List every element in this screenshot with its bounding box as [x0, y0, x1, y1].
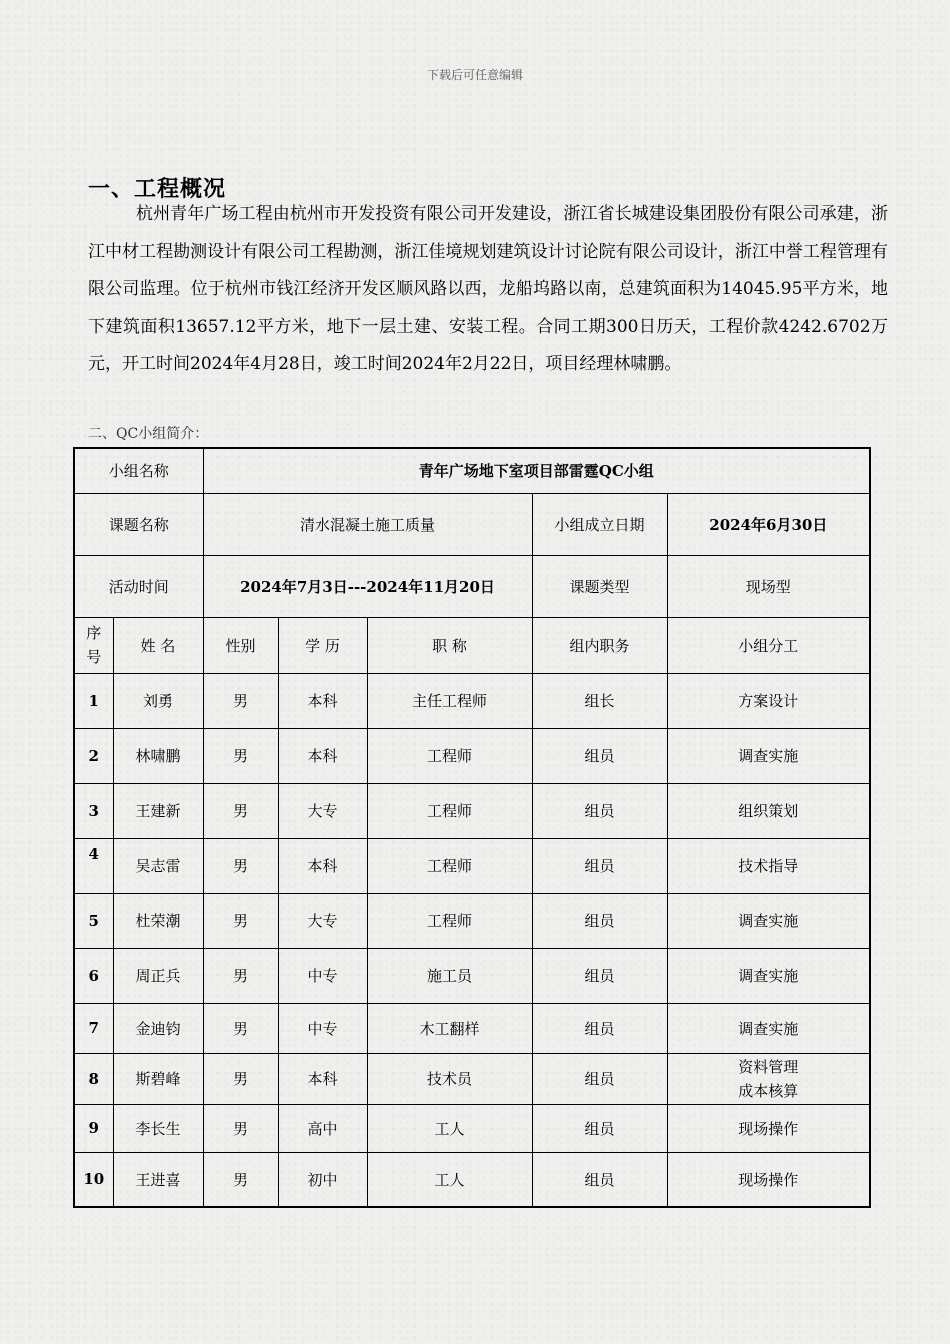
member-title: 技术员: [367, 1053, 532, 1104]
member-role: 组员: [532, 1053, 667, 1104]
type-label: 课题类型: [532, 555, 667, 617]
section-title-overview: 一、工程概况: [88, 176, 227, 202]
table-row: [74, 783, 870, 838]
member-duty: 调查实施: [667, 1003, 870, 1053]
table-row: [74, 673, 870, 728]
column-header-row: [74, 617, 870, 673]
member-role: 组员: [532, 1003, 667, 1053]
member-duty: 调查实施: [667, 948, 870, 1003]
member-role: 组员: [532, 783, 667, 838]
member-education: 中专: [278, 1003, 367, 1053]
member-title: 木工翻样: [367, 1003, 532, 1053]
table-row: [74, 893, 870, 948]
member-no: 4: [74, 838, 113, 893]
activity-label: 活动时间: [74, 555, 203, 617]
member-role: 组长: [532, 673, 667, 728]
member-role: 组员: [532, 893, 667, 948]
table-row: [74, 1053, 870, 1104]
group-name-label: 小组名称: [74, 448, 203, 493]
founded-value: 2024年6月30日: [667, 493, 870, 555]
member-education: 中专: [278, 948, 367, 1003]
member-no: 2: [74, 728, 113, 783]
member-duty: 调查实施: [667, 728, 870, 783]
member-duty: 技术指导: [667, 838, 870, 893]
member-duty-line: 资料管理: [738, 1057, 799, 1076]
member-role: 组员: [532, 1152, 667, 1207]
col-header-duty: 小组分工: [667, 617, 870, 673]
member-no: 7: [74, 1003, 113, 1053]
member-name: 李长生: [113, 1104, 203, 1152]
table-row: [74, 948, 870, 1003]
member-no: 10: [74, 1152, 113, 1207]
member-no: 3: [74, 783, 113, 838]
member-duty: 调查实施: [667, 893, 870, 948]
member-title: 工程师: [367, 783, 532, 838]
member-no: 8: [74, 1053, 113, 1104]
col-header-no: 序号: [74, 617, 113, 673]
member-title: 工程师: [367, 893, 532, 948]
member-duty: [667, 1053, 870, 1104]
member-gender: 男: [203, 728, 278, 783]
overview-paragraph: 杭州青年广场工程由杭州市开发投资有限公司开发建设，浙江省长城建设集团股份有限公司承建，浙江中材工程勘测设计有限公司工程勘测，浙江佳境规划建筑设计讨论院有限公司设计，浙江中誉工程管理有限公司监理。位于杭州市钱江经济开发区顺风路以西，龙船坞路以南，总建筑面积为14045.95平方米，地下建筑面积13657.12平方米，地下一层土建、安装工程。合同工期300日历天，工程价款4242.6702万元，开工时间2024年4月28日，竣工时间2024年2月22日，项目经理林啸鹏。: [88, 204, 888, 374]
member-name: 王建新: [113, 783, 203, 838]
member-role: 组员: [532, 838, 667, 893]
member-no: 9: [74, 1104, 113, 1152]
member-education: 本科: [278, 673, 367, 728]
member-gender: 男: [203, 1104, 278, 1152]
topic-value: 清水混凝土施工质量: [203, 493, 532, 555]
member-no: 1: [74, 673, 113, 728]
member-gender: 男: [203, 838, 278, 893]
col-header-gender: 性别: [203, 617, 278, 673]
topic-row: [74, 493, 870, 555]
member-name: 吴志雷: [113, 838, 203, 893]
member-duty: 现场操作: [667, 1152, 870, 1207]
member-education: 大专: [278, 783, 367, 838]
member-education: 初中: [278, 1152, 367, 1207]
type-value: 现场型: [667, 555, 870, 617]
member-title: 工程师: [367, 838, 532, 893]
member-gender: 男: [203, 1053, 278, 1104]
table-row: [74, 1104, 870, 1152]
member-role: 组员: [532, 728, 667, 783]
member-name: 周正兵: [113, 948, 203, 1003]
table-row: [74, 728, 870, 783]
member-duty: 方案设计: [667, 673, 870, 728]
member-title: 工程师: [367, 728, 532, 783]
col-header-role: 组内职务: [532, 617, 667, 673]
member-role: 组员: [532, 1104, 667, 1152]
topic-label: 课题名称: [74, 493, 203, 555]
member-title: 施工员: [367, 948, 532, 1003]
member-duty: 组织策划: [667, 783, 870, 838]
member-role: 组员: [532, 948, 667, 1003]
member-title: 主任工程师: [367, 673, 532, 728]
member-name: 王进喜: [113, 1152, 203, 1207]
member-gender: 男: [203, 893, 278, 948]
founded-label: 小组成立日期: [532, 493, 667, 555]
member-title: 工人: [367, 1104, 532, 1152]
table-row: [74, 1152, 870, 1207]
group-name-row: [74, 448, 870, 493]
member-title: 工人: [367, 1152, 532, 1207]
member-no: 5: [74, 893, 113, 948]
table-row: [74, 838, 870, 893]
member-no: 6: [74, 948, 113, 1003]
member-name: 林啸鹏: [113, 728, 203, 783]
activity-row: [74, 555, 870, 617]
member-education: 本科: [278, 838, 367, 893]
table-row: [74, 1003, 870, 1053]
col-header-title: 职 称: [367, 617, 532, 673]
member-name: 刘勇: [113, 673, 203, 728]
activity-value: 2024年7月3日---2024年11月20日: [203, 555, 532, 617]
member-gender: 男: [203, 1152, 278, 1207]
member-education: 高中: [278, 1104, 367, 1152]
group-name-value: 青年广场地下室项目部雷霆QC小组: [203, 448, 870, 493]
header-note: 下载后可任意编辑: [426, 68, 523, 82]
member-gender: 男: [203, 948, 278, 1003]
member-gender: 男: [203, 783, 278, 838]
section-title-qc-group: 二、QC小组简介：: [88, 426, 209, 442]
col-header-education: 学 历: [278, 617, 367, 673]
member-duty-line: 成本核算: [738, 1081, 799, 1100]
member-gender: 男: [203, 673, 278, 728]
member-name: 斯碧峰: [113, 1053, 203, 1104]
qc-group-table: [73, 447, 871, 1208]
member-education: 大专: [278, 893, 367, 948]
member-gender: 男: [203, 1003, 278, 1053]
member-name: 金迪钧: [113, 1003, 203, 1053]
member-name: 杜荣潮: [113, 893, 203, 948]
member-duty: 现场操作: [667, 1104, 870, 1152]
col-header-name: 姓 名: [113, 617, 203, 673]
member-education: 本科: [278, 1053, 367, 1104]
member-education: 本科: [278, 728, 367, 783]
